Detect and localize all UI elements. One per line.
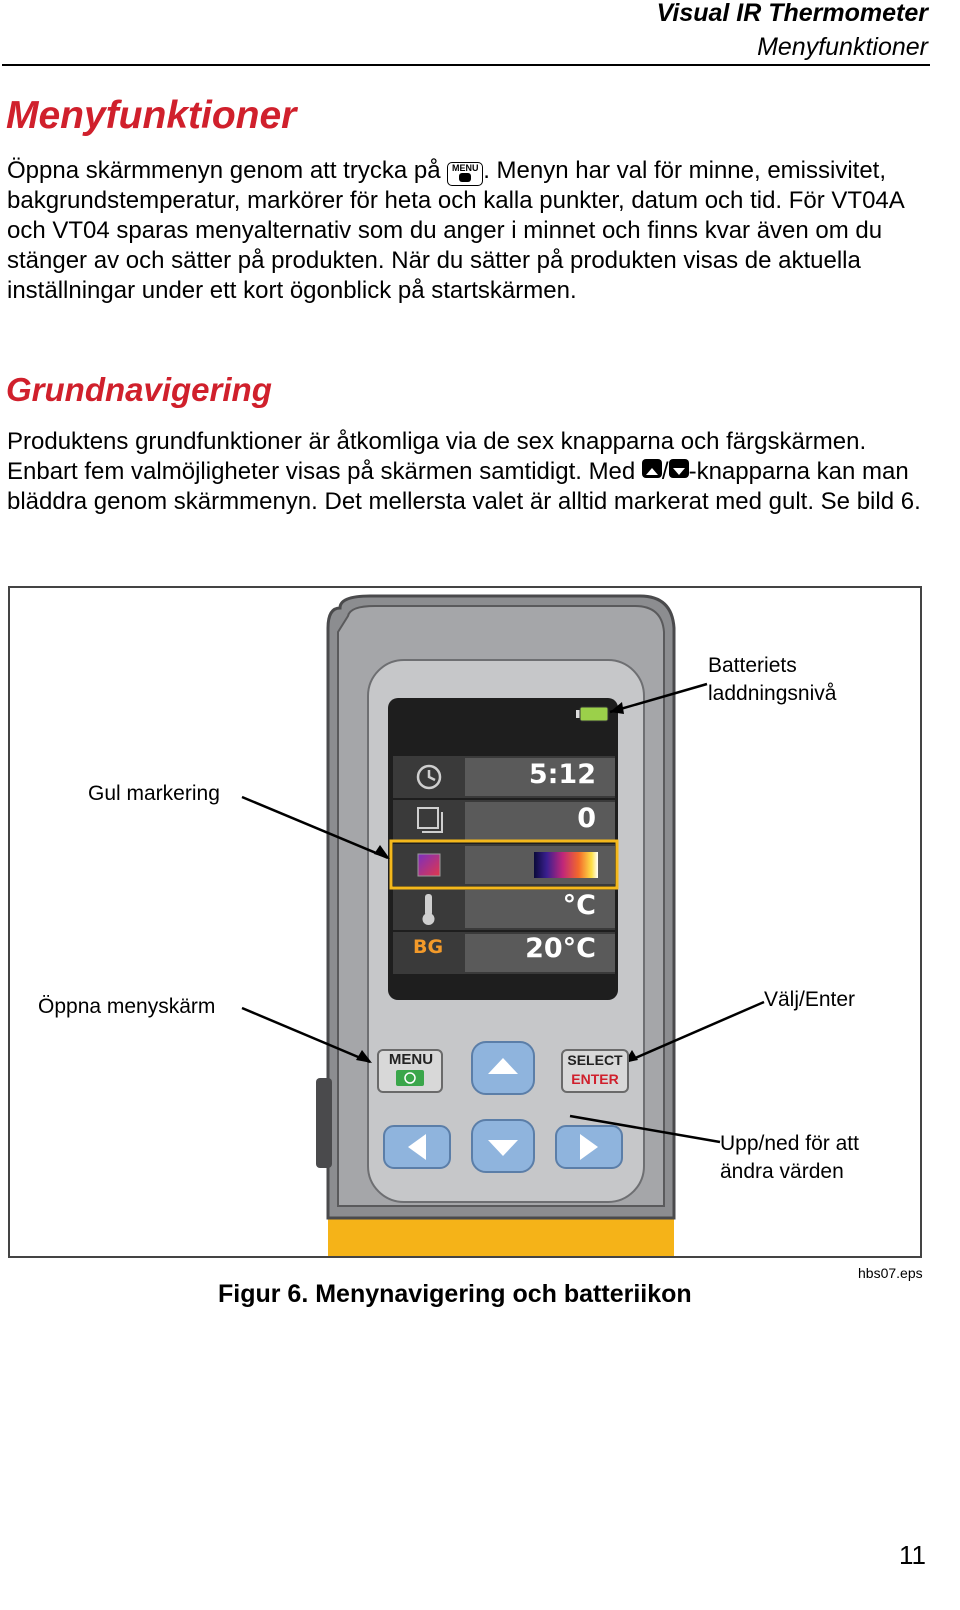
nav-paragraph bbox=[7, 427, 932, 517]
callout-up-down: Upp/ned för att ändra värden bbox=[720, 1132, 859, 1183]
row-time-value: 5:12 bbox=[528, 759, 596, 790]
left-button[interactable] bbox=[384, 1126, 450, 1168]
nav-text-2: -knapparna kan man bläddra genom skärmmenyn. Det mellersta valet är alltid markerat med gult. Se bild 6. bbox=[7, 458, 921, 515]
row-bg-value: 20°C bbox=[525, 933, 596, 964]
intro-paragraph bbox=[7, 156, 932, 306]
bg-icon: BG bbox=[413, 936, 444, 958]
menu-key-icon bbox=[447, 162, 483, 186]
side-grip bbox=[316, 1078, 332, 1168]
section-heading: Menyfunktioner bbox=[6, 94, 297, 137]
menu-button-label: MENU bbox=[388, 1051, 434, 1068]
row-unit-value: °C bbox=[562, 890, 596, 921]
subsection-heading: Grundnavigering bbox=[6, 371, 272, 408]
nav-text-1: Produktens grundfunktioner är åtkomliga via de sex knapparna och färgskärmen. Enbart fem valmöjligheter visas på skärmen samtidigt. Med bbox=[7, 428, 867, 485]
battery-icon bbox=[576, 707, 608, 721]
callout-battery: Batteriets laddningsnivå bbox=[708, 654, 837, 705]
intro-text-2: . Menyn har val för minne, emissivitet, bakgrundstemperatur, markörer för heta och kalla punkter, datum och tid. För VT04A och VT04 sparas menyalternativ som du anger i minnet och finns kvar även om du stänger av och sätter på produkten. När du sätter på produkten visas de aktuella inställningar under ett kort ögonblick på startskärmen. bbox=[7, 157, 904, 304]
nav-slash: / bbox=[661, 458, 669, 485]
palette-icon bbox=[418, 854, 440, 876]
figure-caption: Figur 6. Menynavigering och batteriikon bbox=[218, 1280, 692, 1308]
up-button[interactable] bbox=[472, 1042, 534, 1094]
callout-open-menu: Öppna menyskärm bbox=[38, 995, 216, 1018]
figure-file-id: hbs07.eps bbox=[858, 1265, 923, 1281]
page-number: 11 bbox=[899, 1540, 926, 1570]
select-label: SELECT bbox=[567, 1052, 623, 1068]
callout-highlight: Gul markering bbox=[88, 782, 220, 805]
palette-gradient-bar bbox=[534, 852, 598, 878]
figure-frame bbox=[8, 586, 922, 1258]
header-rule bbox=[2, 64, 930, 66]
down-button[interactable] bbox=[472, 1120, 534, 1172]
header-section-title: Menyfunktioner bbox=[757, 33, 928, 61]
intro-text-1: Öppna skärmmenyn genom att trycka på bbox=[7, 157, 448, 184]
right-button[interactable] bbox=[556, 1126, 622, 1168]
row-memory-value: 0 bbox=[577, 803, 596, 834]
up-key-icon bbox=[642, 459, 662, 478]
callout-select-enter: Välj/Enter bbox=[764, 988, 856, 1011]
header-product-title: Visual IR Thermometer bbox=[656, 0, 928, 27]
menu-key-label: MENU bbox=[451, 163, 479, 173]
enter-label: ENTER bbox=[571, 1071, 619, 1087]
down-key-icon bbox=[669, 459, 689, 478]
